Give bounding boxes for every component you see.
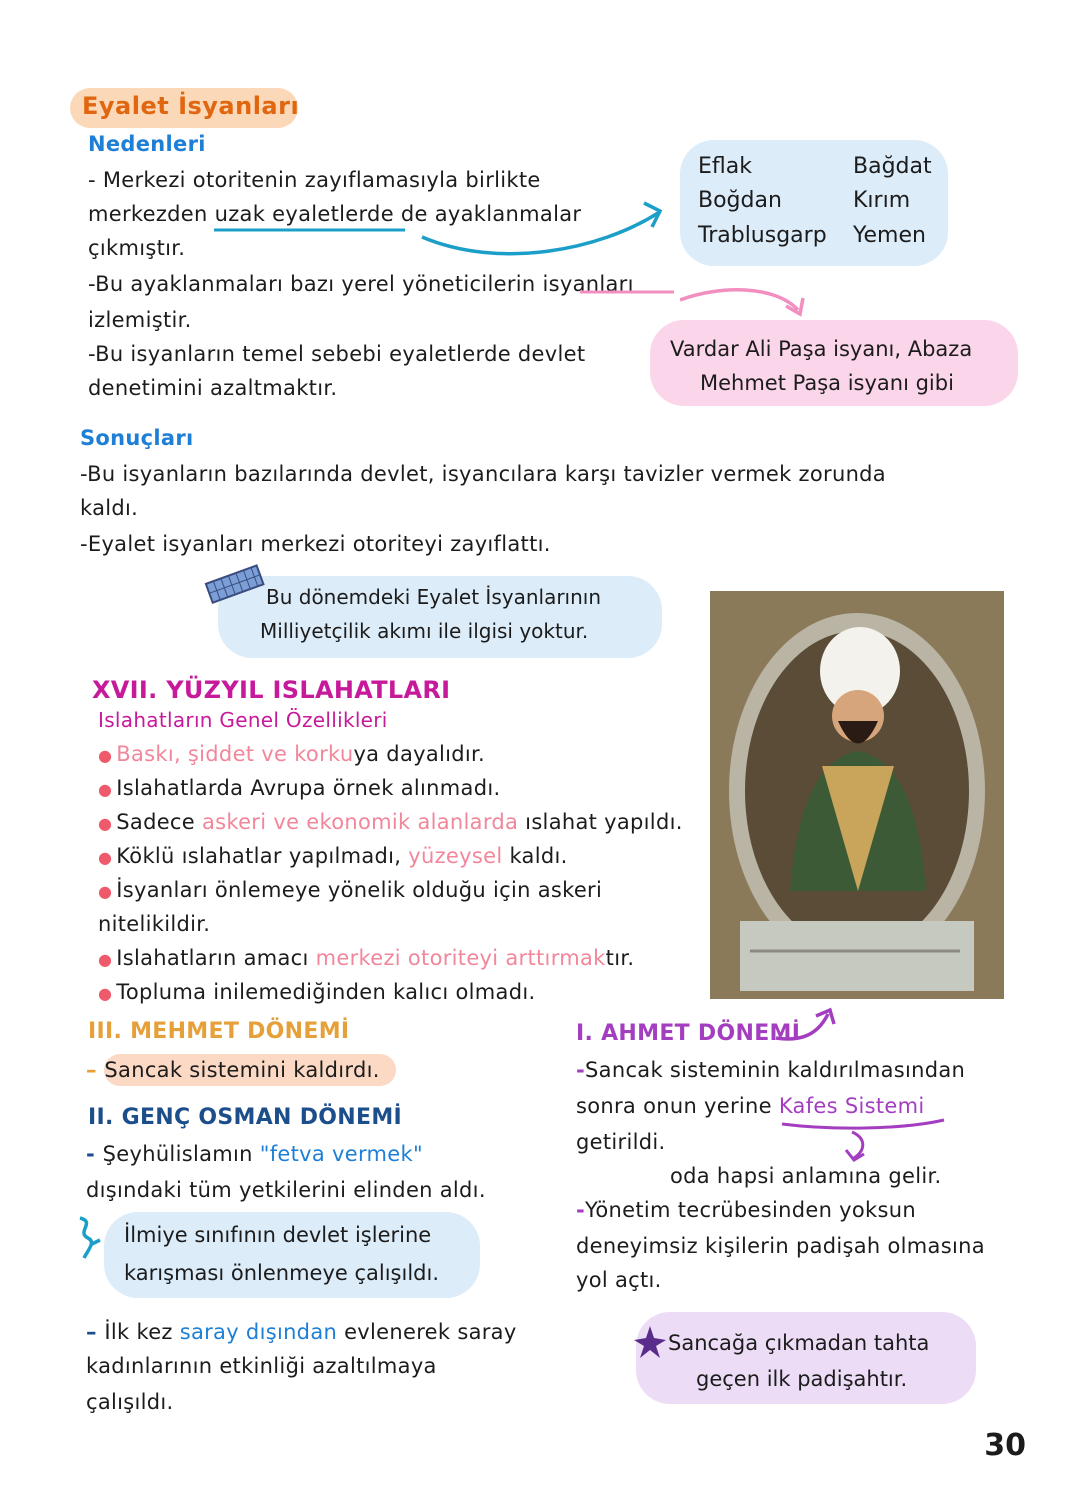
region-item: Boğdan xyxy=(698,188,782,213)
ahmet-line-6: deneyimsiz kişilerin padişah olmasına xyxy=(576,1234,985,1258)
sonuclari-line-3: -Eyalet isyanları merkezi otoriteyi zayıflattı. xyxy=(80,532,551,556)
nedenleri-line-3: çıkmıştır. xyxy=(88,236,186,260)
ahmet-line-2: sonra onun yerine Kafes Sistemi xyxy=(576,1094,925,1118)
isyan-examples-line-2: Mehmet Paşa isyanı gibi xyxy=(700,371,954,395)
osman-last-line-1: – İlk kez saray dışından evlenerek saray xyxy=(86,1320,517,1344)
region-item: Bağdat xyxy=(853,154,932,179)
sparkle-icon xyxy=(632,1324,672,1360)
ahmet-line-3: getirildi. xyxy=(576,1130,666,1154)
islahat-item: ● Islahatların amacı merkezi otoriteyi arttırmaktır. xyxy=(98,946,635,970)
sultan-portrait-image xyxy=(710,591,1004,999)
sonuclari-label: Sonuçları xyxy=(80,426,194,450)
mehmet-line: – Sancak sistemini kaldırdı. xyxy=(86,1058,380,1082)
osman-title: II. GENÇ OSMAN DÖNEMİ xyxy=(88,1105,403,1130)
region-item: Kırım xyxy=(853,188,911,213)
page-number: 30 xyxy=(984,1428,1026,1463)
ahmet-line-5: -Yönetim tecrübesinden yoksun xyxy=(576,1198,916,1222)
osman-bubble-line-2: karışması önlenmeye çalışıldı. xyxy=(124,1261,439,1285)
osman-line-2: dışındaki tüm yetkilerini elinden aldı. xyxy=(86,1178,486,1202)
curly-arrow-icon xyxy=(72,1214,108,1264)
ahmet-line-1: -Sancak sisteminin kaldırılmasından xyxy=(576,1058,966,1082)
connector-arrows xyxy=(200,195,680,315)
nedenleri-line-1: - Merkezi otoritenin zayıflamasıyla birlikte xyxy=(88,168,541,192)
ahmet-bubble-line-1: Sancağa çıkmadan tahta xyxy=(668,1331,930,1355)
sonuclari-line-1: -Bu isyanların bazılarında devlet, isyancılara karşı tavizler vermek zorunda xyxy=(80,462,886,486)
ahmet-line-7: yol açtı. xyxy=(576,1268,662,1292)
section-title-eyalet: Eyalet İsyanları xyxy=(82,92,300,120)
note-line-2: Milliyetçilik akımı ile ilgisi yoktur. xyxy=(260,619,589,643)
region-item: Yemen xyxy=(853,223,926,248)
nedenleri-line-5: izlemiştir. xyxy=(88,308,192,332)
islahat-item: ● Köklü ıslahatlar yapılmadı, yüzeysel kaldı. xyxy=(98,844,568,868)
osman-last-line-2: kadınlarının etkinliği azaltılmaya xyxy=(86,1354,437,1378)
section-title-islahatlar: XVII. YÜZYIL ISLAHATLARI xyxy=(92,676,451,704)
region-item: Eflak xyxy=(698,154,752,179)
mehmet-title: III. MEHMET DÖNEMİ xyxy=(88,1019,350,1044)
nedenleri-line-2: merkezden uzak eyaletlerde de ayaklanmalar xyxy=(88,202,582,226)
islahat-item: ● Islahatlarda Avrupa örnek alınmadı. xyxy=(98,776,501,800)
islahat-item: ● İsyanları önlemeye yönelik olduğu için askeri xyxy=(98,878,603,902)
osman-line-1: - Şeyhülislamın "fetva vermek" xyxy=(86,1142,423,1166)
islahat-item: ● Sadece askeri ve ekonomik alanlarda ıslahat yapıldı. xyxy=(98,810,683,834)
kafes-underline xyxy=(780,1118,950,1168)
islahat-item-cont: nitelikildir. xyxy=(98,912,211,936)
osman-last-line-3: çalışıldı. xyxy=(86,1390,174,1414)
osman-bubble-line-1: İlmiye sınıfının devlet işlerine xyxy=(124,1223,432,1247)
nedenleri-line-7: denetimini azaltmaktır. xyxy=(88,376,338,400)
nedenleri-label: Nedenleri xyxy=(88,132,206,156)
nedenleri-line-4: -Bu ayaklanmaları bazı yerel yöneticilerin isyanları xyxy=(88,272,634,296)
isyan-examples-line-1: Vardar Ali Paşa isyanı, Abaza xyxy=(670,337,973,361)
nedenleri-line-6: -Bu isyanların temel sebebi eyaletlerde devlet xyxy=(88,342,586,366)
violet-arrow xyxy=(772,1006,842,1046)
ahmet-bubble-line-2: geçen ilk padişahtır. xyxy=(696,1367,908,1391)
region-item: Trablusgarp xyxy=(698,223,827,248)
note-line-1: Bu dönemdeki Eyalet İsyanlarının xyxy=(266,585,602,609)
islahatlar-subtitle: Islahatların Genel Özellikleri xyxy=(98,708,388,732)
islahat-item: ● Topluma inilemediğinden kalıcı olmadı. xyxy=(98,980,536,1004)
ahmet-title: I. AHMET DÖNEMİ xyxy=(576,1021,801,1046)
tape-icon xyxy=(200,560,270,610)
ahmet-line-4: oda hapsi anlamına gelir. xyxy=(670,1164,942,1188)
islahat-item: ● Baskı, şiddet ve korkuya dayalıdır. xyxy=(98,742,486,766)
sonuclari-line-2: kaldı. xyxy=(80,496,139,520)
